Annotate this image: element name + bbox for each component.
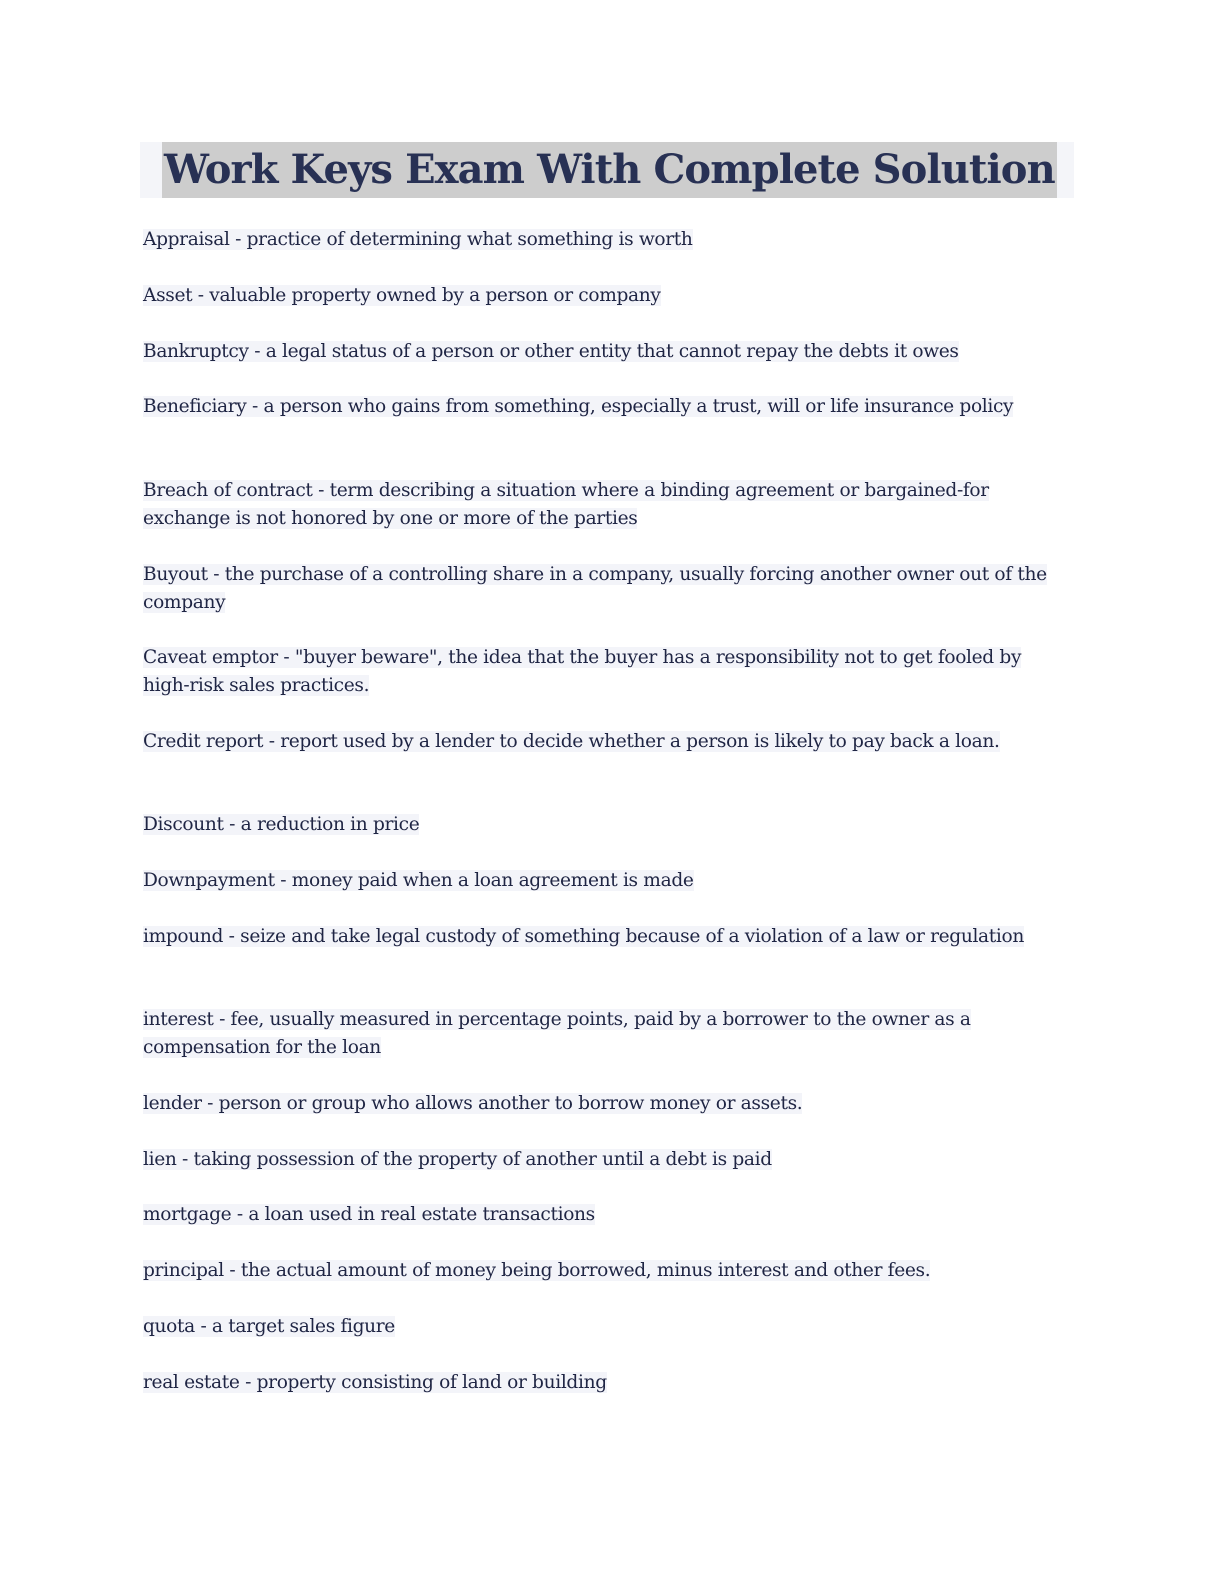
definition-entry-lender <box>143 1090 1068 1118</box>
definition-text: lien - taking possession of the property of another until a debt is paid <box>143 1149 772 1170</box>
definition-text: lender - person or group who allows another to borrow money or assets. <box>143 1093 803 1114</box>
definition-text: mortgage - a loan used in real estate transactions <box>143 1204 595 1225</box>
definition-text: Asset - valuable property owned by a person or company <box>143 285 661 306</box>
definition-text: Bankruptcy - a legal status of a person or other entity that cannot repay the debts it owes <box>143 341 959 362</box>
definition-entry-impound <box>143 923 1068 951</box>
definition-text: Breach of contract - term describing a situation where a binding agreement or bargained-for exchange is not honored by one or more of the parties <box>143 480 989 529</box>
definition-entry-real-estate <box>143 1369 1068 1397</box>
definition-entry-caveat-emptor <box>143 644 1068 700</box>
definition-entry-interest <box>143 1006 1068 1062</box>
definition-entry-downpayment <box>143 867 1068 895</box>
definition-text: Discount - a reduction in price <box>143 814 420 835</box>
definition-entry-discount <box>143 811 1068 839</box>
document-title: Work Keys Exam With Complete Solution <box>162 142 1057 198</box>
definition-text: quota - a target sales figure <box>143 1316 395 1337</box>
definition-entry-beneficiary <box>143 393 1068 421</box>
definition-entry-mortgage <box>143 1201 1068 1229</box>
definition-entry-appraisal <box>143 226 1068 254</box>
definition-text: principal - the actual amount of money being borrowed, minus interest and other fees. <box>143 1260 931 1281</box>
definition-text: Beneficiary - a person who gains from something, especially a trust, will or life insurance policy <box>143 396 1014 417</box>
definition-entry-principal <box>143 1257 1068 1285</box>
definition-entry-asset <box>143 282 1068 310</box>
definition-entry-lien <box>143 1146 1068 1174</box>
definition-entry-quota <box>143 1313 1068 1341</box>
definition-entry-breach-of-contract <box>143 477 1068 533</box>
definition-text: impound - seize and take legal custody of something because of a violation of a law or regulation <box>143 926 1024 947</box>
definition-text: Buyout - the purchase of a controlling share in a company, usually forcing another owner out of the company <box>143 564 1047 613</box>
definition-text: Caveat emptor - "buyer beware", the idea that the buyer has a responsibility not to get fooled by high-risk sales practices. <box>143 647 1022 696</box>
definition-text: interest - fee, usually measured in percentage points, paid by a borrower to the owner as a compensation for the loan <box>143 1009 971 1058</box>
definition-entry-bankruptcy <box>143 338 1068 366</box>
definition-entry-credit-report <box>143 728 1068 756</box>
definition-entry-buyout <box>143 561 1068 617</box>
definition-text: Downpayment - money paid when a loan agreement is made <box>143 870 694 891</box>
definition-text: Credit report - report used by a lender to decide whether a person is likely to pay back a loan. <box>143 731 1000 752</box>
definition-text: Appraisal - practice of determining what something is worth <box>143 229 693 250</box>
definition-text: real estate - property consisting of land or building <box>143 1372 607 1393</box>
